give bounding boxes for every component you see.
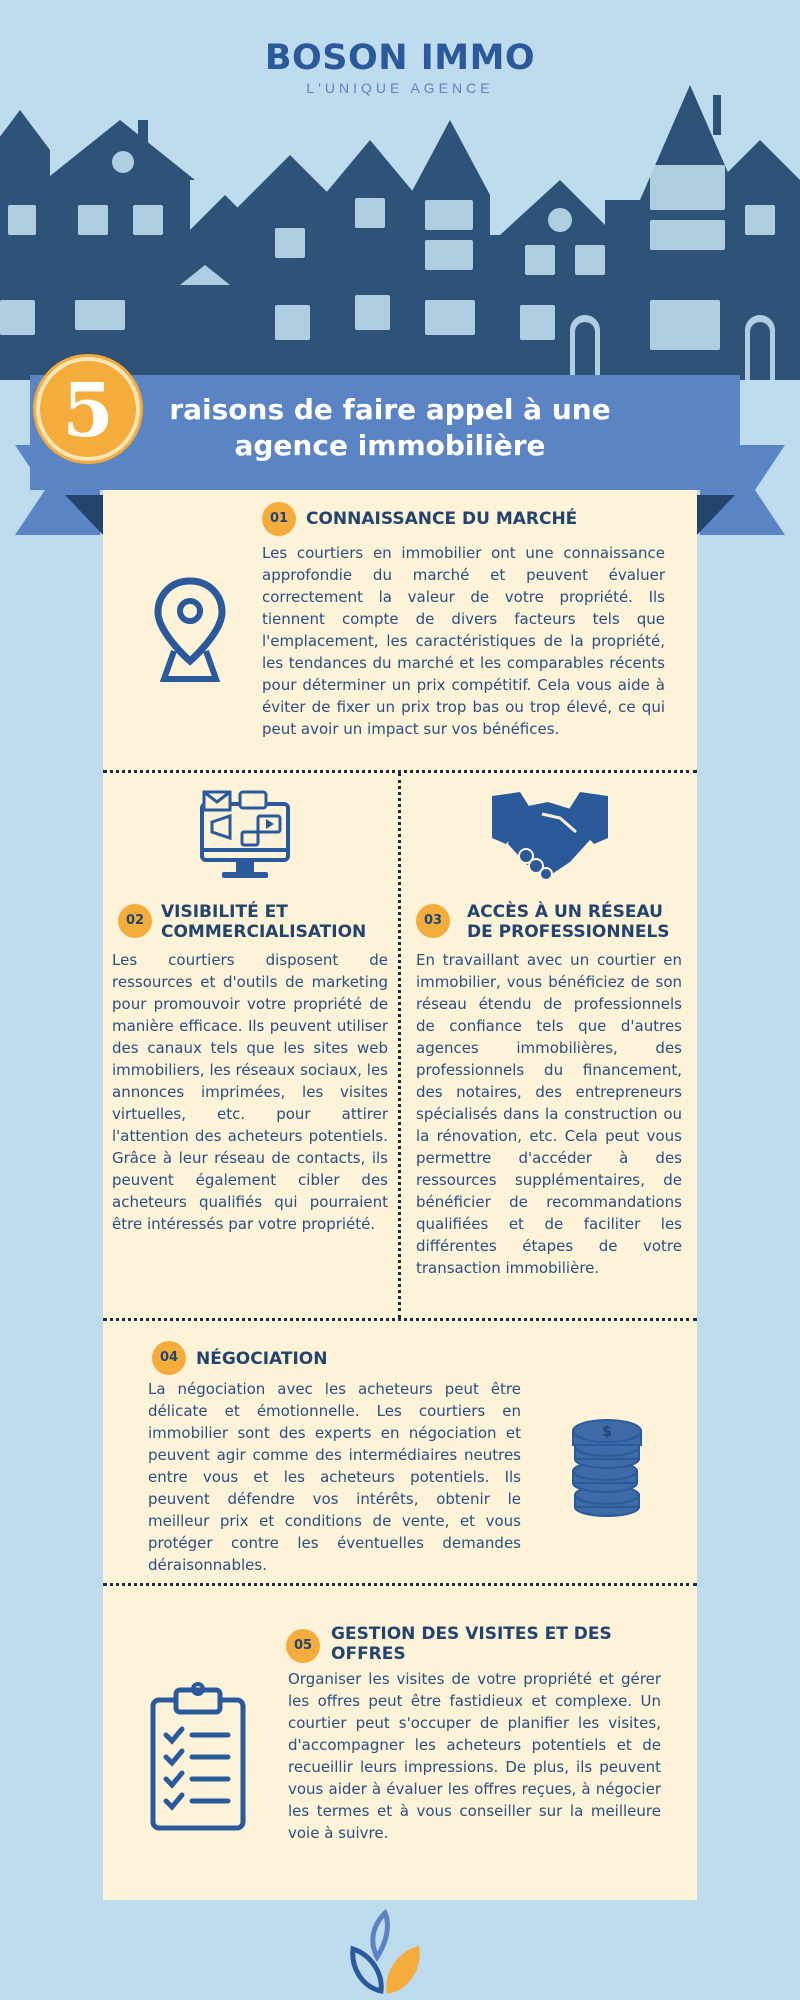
- section-number-05: 05: [286, 1629, 320, 1663]
- section-title-03-line1: ACCÈS À UN RÉSEAU: [467, 902, 663, 922]
- svg-text:$: $: [602, 1424, 612, 1440]
- number-five: 5: [62, 368, 114, 454]
- divider: [103, 1318, 697, 1321]
- section-text-05: Organiser les visites de votre propriété et gérer les offres peut être fastidieux et complexe. Un courtier peut s'occuper de planifier les visites, d'accompagner les acheteurs potentiels et de recueillir leurs impressions. De plus, ils peuvent vous aider à évaluer les offres reçues, à négocier les termes et à vous conseiller sur la meilleure voie à suivre.: [288, 1670, 661, 1842]
- divider: [103, 1583, 697, 1586]
- section-title-03: [467, 902, 692, 942]
- coin-stack-icon: [565, 1415, 645, 1520]
- section-title-05: [331, 1624, 661, 1664]
- section-text-01: Les courtiers en immobilier ont une connaissance approfondie du marché et peuvent évaluer correctement la valeur de votre propriété. Ils tiennent compte de divers facteurs tels que l'emplacement, les caractéristiques de la propriété, les tendances du marché et les comparables récents pour déterminer un prix compétitif. Cela vous aide à éviter de fixer un prix trop bas ou trop élevé, ce qui peut avoir un impact sur vos bénéfices.: [262, 544, 665, 738]
- section-title-05-line1: GESTION DES VISITES ET DES: [331, 1624, 612, 1644]
- section-title-02: [161, 902, 391, 942]
- marketing-monitor-icon: [198, 790, 292, 882]
- divider-vertical: [398, 773, 401, 1318]
- banner-title: [150, 392, 630, 464]
- city-skyline-illustration: [0, 80, 800, 380]
- brand-name: BOSON IMMO: [264, 38, 536, 78]
- section-number-04: 04: [152, 1341, 186, 1375]
- section-number-03: 03: [416, 904, 450, 938]
- section-title-01: CONNAISSANCE DU MARCHÉ: [306, 509, 578, 529]
- section-title-03-line2: DE PROFESSIONNELS: [467, 922, 670, 942]
- banner-title-line2: agence immobilière: [234, 429, 546, 462]
- section-title-05-line2: OFFRES: [331, 1644, 406, 1664]
- boson-leaf-logo-icon: [345, 1905, 425, 1995]
- section-number-01: 01: [262, 502, 296, 536]
- clipboard-checklist-icon: [148, 1680, 248, 1832]
- section-text-03: En travaillant avec un courtier en immobilier, vous bénéficiez de son réseau étendu de professionnels de confiance tels que d'autres agences immobilières, des professionnels du financement, des notaires, des entrepreneurs spécialisés dans la construction ou la rénovation, etc. Cela peut vous permettre d'accéder à des ressources supplémentaires, de bénéficier de recommandations qualifiées et de faciliter les différentes étapes de votre transaction immobilière.: [416, 951, 682, 1277]
- section-number-02: 02: [118, 904, 152, 938]
- section-text-02: Les courtiers disposent de ressources et d'outils de marketing pour promouvoir votre propriété de manière efficace. Ils peuvent utiliser des canaux tels que les sites web immobiliers, les réseaux sociaux, les annonces imprimées, les visites virtuelles, etc. pour attirer l'attention des acheteurs potentiels. Grâce à leur réseau de contacts, ils peuvent également cibler des acheteurs qualifiés qui pourraient être intéressés par votre propriété.: [112, 951, 388, 1233]
- handshake-icon: [490, 788, 610, 888]
- location-pin-icon: [150, 575, 230, 685]
- number-five-badge: [36, 357, 140, 461]
- section-title-02-line2: COMMERCIALISATION: [161, 922, 367, 942]
- banner-title-line1: raisons de faire appel à une: [169, 393, 611, 426]
- section-title-04: NÉGOCIATION: [196, 1349, 328, 1369]
- brand-tagline: L'UNIQUE AGENCE: [306, 80, 494, 96]
- section-text-04: La négociation avec les acheteurs peut être délicate et émotionnelle. Les courtiers en immobilier sont des experts en négociation et peuvent agir comme des intermédiaires neutres entre vous et les acheteurs potentiels. Ils peuvent défendre vos intérêts, obtenir le meilleur prix et conditions de vente, et vous protéger contre les éventuelles demandes déraisonnables.: [148, 1380, 521, 1574]
- section-title-02-line1: VISIBILITÉ ET: [161, 902, 288, 922]
